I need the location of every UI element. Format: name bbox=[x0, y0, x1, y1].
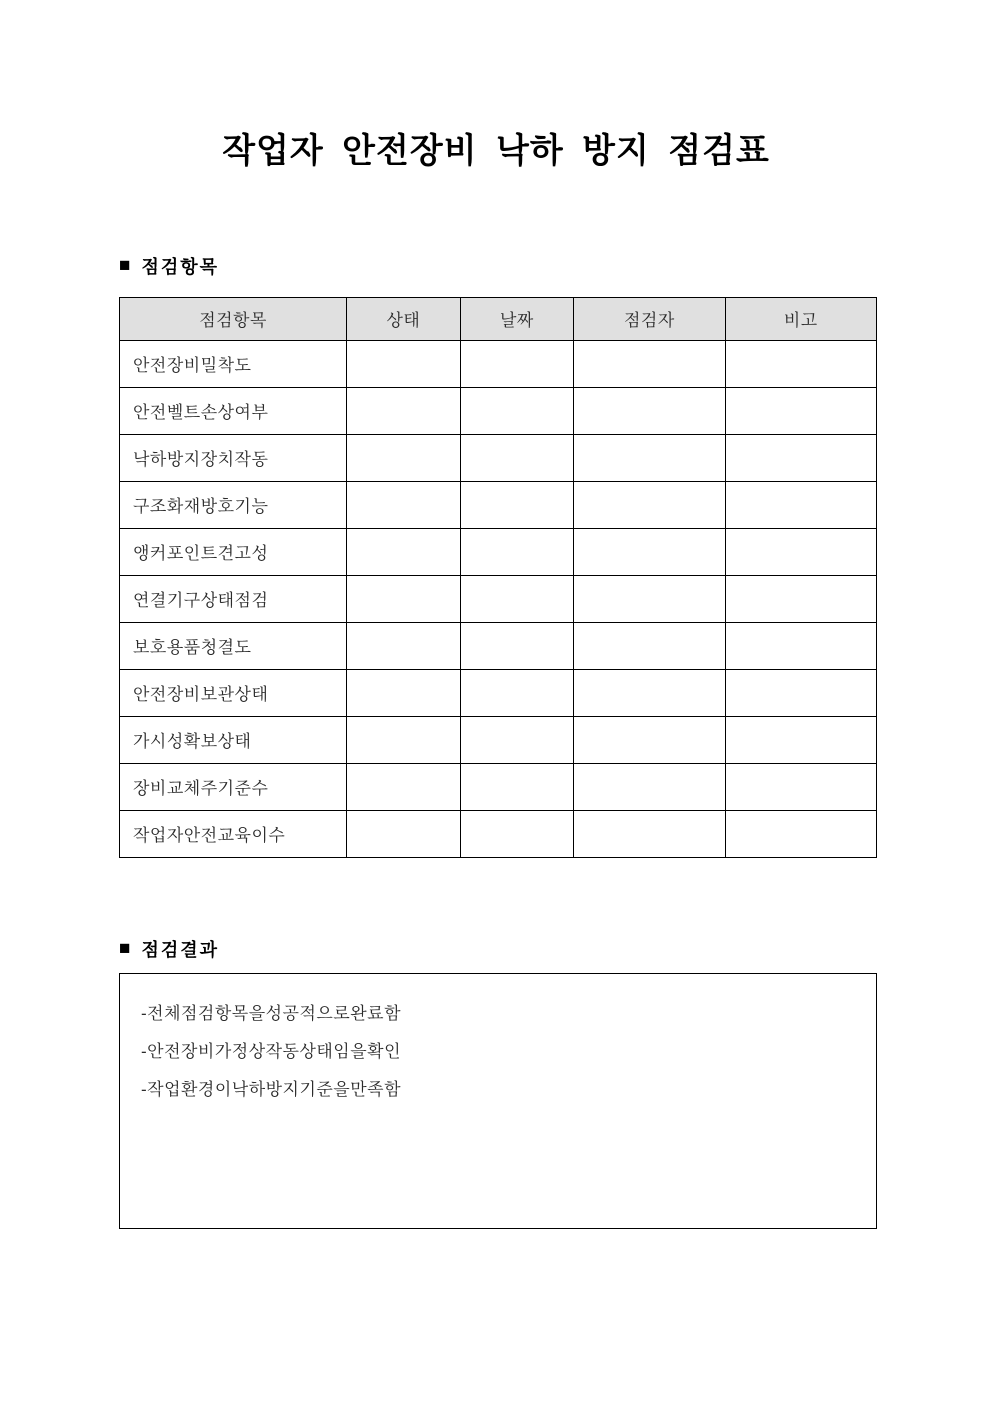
remarks-cell-empty bbox=[725, 528, 876, 575]
status-cell-empty bbox=[347, 622, 461, 669]
section-heading-results bbox=[119, 936, 877, 962]
inspector-cell-empty bbox=[574, 434, 725, 481]
date-cell-empty bbox=[460, 575, 574, 622]
table-row bbox=[120, 387, 877, 434]
date-cell-empty bbox=[460, 387, 574, 434]
column-header-status: 상태 bbox=[347, 297, 461, 340]
section-heading-items-label: 점검항목 bbox=[141, 256, 220, 277]
status-cell-empty bbox=[347, 575, 461, 622]
table-header-row bbox=[120, 297, 877, 340]
result-line: -작업환경이낙하방지기준을만족함 bbox=[141, 1079, 401, 1099]
remarks-cell-empty bbox=[725, 387, 876, 434]
inspector-cell-empty bbox=[574, 528, 725, 575]
table-row bbox=[120, 763, 877, 810]
item-name-cell: 작업자안전교육이수 bbox=[120, 810, 347, 857]
result-line: -전체점검항목을성공적으로완료함 bbox=[141, 1003, 401, 1023]
item-name-cell: 구조화재방호기능 bbox=[120, 481, 347, 528]
inspector-cell-empty bbox=[574, 575, 725, 622]
square-bullet-icon: ■ bbox=[119, 254, 131, 276]
item-name-cell: 안전장비보관상태 bbox=[120, 669, 347, 716]
column-header-date: 날짜 bbox=[460, 297, 574, 340]
date-cell-empty bbox=[460, 528, 574, 575]
status-cell-empty bbox=[347, 387, 461, 434]
remarks-cell-empty bbox=[725, 810, 876, 857]
item-name-cell: 낙하방지장치작동 bbox=[120, 434, 347, 481]
status-cell-empty bbox=[347, 763, 461, 810]
column-header-remarks: 비고 bbox=[725, 297, 876, 340]
inspector-cell-empty bbox=[574, 481, 725, 528]
table-row bbox=[120, 575, 877, 622]
status-cell-empty bbox=[347, 810, 461, 857]
table-row bbox=[120, 622, 877, 669]
inspector-cell-empty bbox=[574, 340, 725, 387]
table-row bbox=[120, 340, 877, 387]
section-heading-items bbox=[119, 253, 877, 279]
item-name-cell: 안전벨트손상여부 bbox=[120, 387, 347, 434]
table-row bbox=[120, 481, 877, 528]
page-content bbox=[119, 253, 877, 1229]
status-cell-empty bbox=[347, 669, 461, 716]
table-row bbox=[120, 528, 877, 575]
remarks-cell-empty bbox=[725, 763, 876, 810]
status-cell-empty bbox=[347, 340, 461, 387]
date-cell-empty bbox=[460, 763, 574, 810]
column-header-inspector: 점검자 bbox=[574, 297, 725, 340]
date-cell-empty bbox=[460, 434, 574, 481]
date-cell-empty bbox=[460, 340, 574, 387]
inspector-cell-empty bbox=[574, 716, 725, 763]
column-header-item: 점검항목 bbox=[120, 297, 347, 340]
date-cell-empty bbox=[460, 716, 574, 763]
table-row bbox=[120, 434, 877, 481]
remarks-cell-empty bbox=[725, 669, 876, 716]
table-row bbox=[120, 716, 877, 763]
page-title: 작업자 안전장비 낙하 방지 점검표 bbox=[222, 132, 770, 170]
remarks-cell-empty bbox=[725, 575, 876, 622]
square-bullet-icon: ■ bbox=[119, 937, 131, 959]
inspector-cell-empty bbox=[574, 622, 725, 669]
inspector-cell-empty bbox=[574, 763, 725, 810]
inspector-cell-empty bbox=[574, 387, 725, 434]
remarks-cell-empty bbox=[725, 481, 876, 528]
item-name-cell: 안전장비밀착도 bbox=[120, 340, 347, 387]
remarks-cell-empty bbox=[725, 434, 876, 481]
status-cell-empty bbox=[347, 528, 461, 575]
item-name-cell: 가시성확보상태 bbox=[120, 716, 347, 763]
table-row bbox=[120, 810, 877, 857]
remarks-cell-empty bbox=[725, 340, 876, 387]
date-cell-empty bbox=[460, 669, 574, 716]
date-cell-empty bbox=[460, 810, 574, 857]
inspector-cell-empty bbox=[574, 810, 725, 857]
item-name-cell: 앵커포인트견고성 bbox=[120, 528, 347, 575]
item-name-cell: 연결기구상태점검 bbox=[120, 575, 347, 622]
date-cell-empty bbox=[460, 622, 574, 669]
checklist-table bbox=[119, 297, 877, 858]
inspector-cell-empty bbox=[574, 669, 725, 716]
status-cell-empty bbox=[347, 434, 461, 481]
result-box bbox=[119, 973, 877, 1229]
remarks-cell-empty bbox=[725, 622, 876, 669]
section-heading-results-label: 점검결과 bbox=[141, 939, 220, 960]
status-cell-empty bbox=[347, 716, 461, 763]
remarks-cell-empty bbox=[725, 716, 876, 763]
result-line: -안전장비가정상작동상태임을확인 bbox=[141, 1041, 401, 1061]
item-name-cell: 보호용품청결도 bbox=[120, 622, 347, 669]
item-name-cell: 장비교체주기준수 bbox=[120, 763, 347, 810]
table-row bbox=[120, 669, 877, 716]
status-cell-empty bbox=[347, 481, 461, 528]
date-cell-empty bbox=[460, 481, 574, 528]
